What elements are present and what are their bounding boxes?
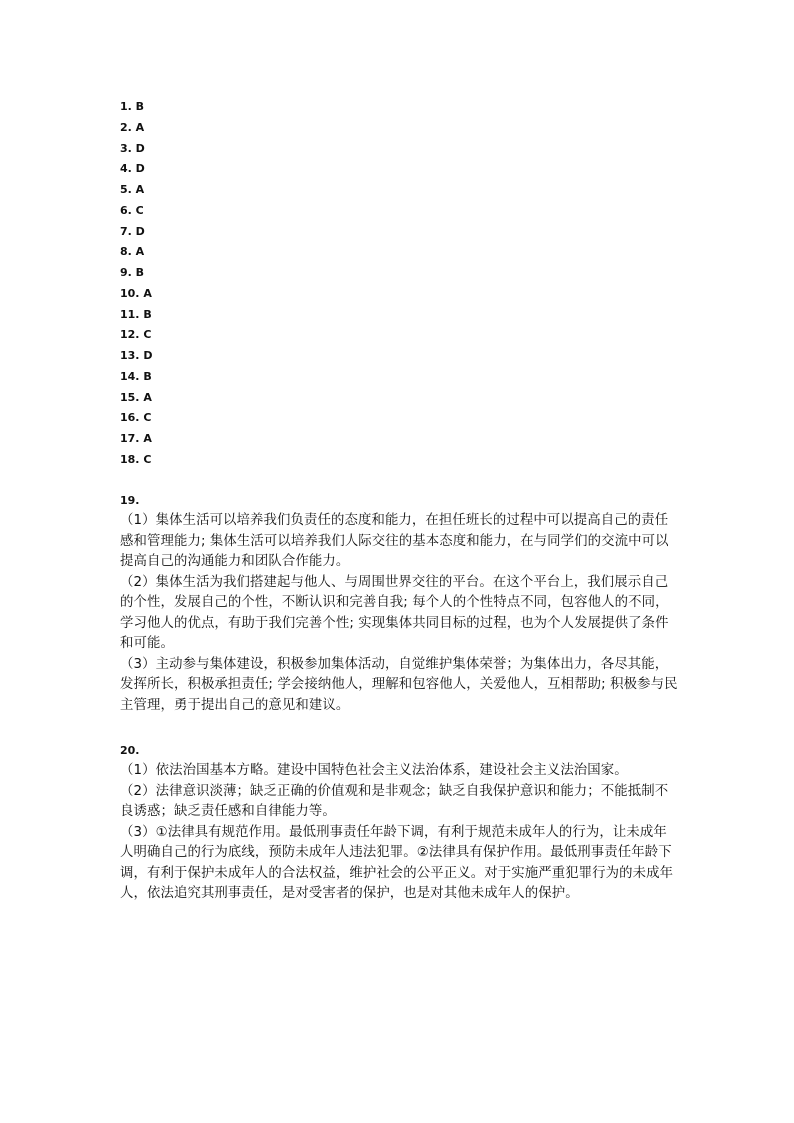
answer-paragraph-3: （3）①法律具有规范作用。最低刑事责任年龄下调，有利于规范未成年人的行为，让未成年人明确自己的行为底线，预防未成年人违法犯罪。②法律具有保护作用。最低刑事责任年龄下调，有利于保护未成年人的合法权益，维护社会的公平正义。对于实施严重犯罪行为的未成年人，依法追究其刑事责任，是对受害者的保护，也是对其他未成年人的保护。 bbox=[120, 824, 674, 901]
answer-item: 12. C bbox=[120, 328, 152, 342]
answer-item: 1. B bbox=[120, 100, 145, 113]
answer-item: 4. D bbox=[120, 162, 145, 176]
question-19-answer bbox=[120, 491, 680, 716]
question-20-answer bbox=[120, 741, 680, 905]
answer-paragraph-3: （3）主动参与集体建设，积极参加集体活动，自觉维护集体荣誉；为集体出力，各尽其能，发挥所长，积极承担责任; 学会接纳他人，理解和包容他人，关爱他人，互相帮助; 积极参与民主管理，勇于提出自己的意见和建议。 bbox=[120, 656, 678, 713]
question-number: 20. bbox=[120, 744, 140, 757]
answer-item: 11. B bbox=[120, 307, 152, 321]
answer-item: 17. A bbox=[120, 432, 152, 445]
answer-item: 14. B bbox=[120, 369, 152, 383]
answer-paragraph-2: （2）集体生活为我们搭建起与他人、与周围世界交往的平台。在这个平台上，我们展示自己的个性，发展自己的个性，不断认识和完善自我; 每个人的个性特点不同，包容他人的不同，学习他人的优点，有助于我们完善个性; 实现集体共同目标的过程，也为个人发展提供了条件和可能。 bbox=[120, 574, 669, 651]
answer-paragraph-1: （1）依法治国基本方略。建设中国特色社会主义法治体系，建设社会主义法治国家。 bbox=[120, 763, 628, 778]
answer-item: 16. C bbox=[120, 411, 152, 425]
answer-item: 10. A bbox=[120, 286, 152, 300]
answer-item: 3. D bbox=[120, 141, 145, 155]
answer-item: 2. A bbox=[120, 120, 145, 134]
answer-paragraph-1: （1）集体生活可以培养我们负责任的态度和能力，在担任班长的过程中可以提高自己的责任感和管理能力; 集体生活可以培养我们人际交往的基本态度和能力，在与同学们的交流中可以提高自己的沟通能力和团队合作能力。 bbox=[120, 513, 669, 569]
answer-item: 18. C bbox=[120, 452, 152, 466]
answer-key-list bbox=[120, 97, 320, 471]
answer-item: 6. C bbox=[120, 203, 144, 217]
answer-item: 13. D bbox=[120, 349, 153, 362]
answer-item: 8. A bbox=[120, 245, 145, 259]
answer-item: 5. A bbox=[120, 183, 145, 196]
answer-item: 7. D bbox=[120, 224, 145, 238]
answer-item: 15. A bbox=[120, 390, 152, 404]
answer-item: 9. B bbox=[120, 266, 145, 279]
answer-paragraph-2: （2）法律意识淡薄；缺乏正确的价值观和是非观念；缺乏自我保护意识和能力；不能抵制不良诱惑；缺乏责任感和自律能力等。 bbox=[120, 783, 669, 819]
question-number: 19. bbox=[120, 494, 140, 507]
